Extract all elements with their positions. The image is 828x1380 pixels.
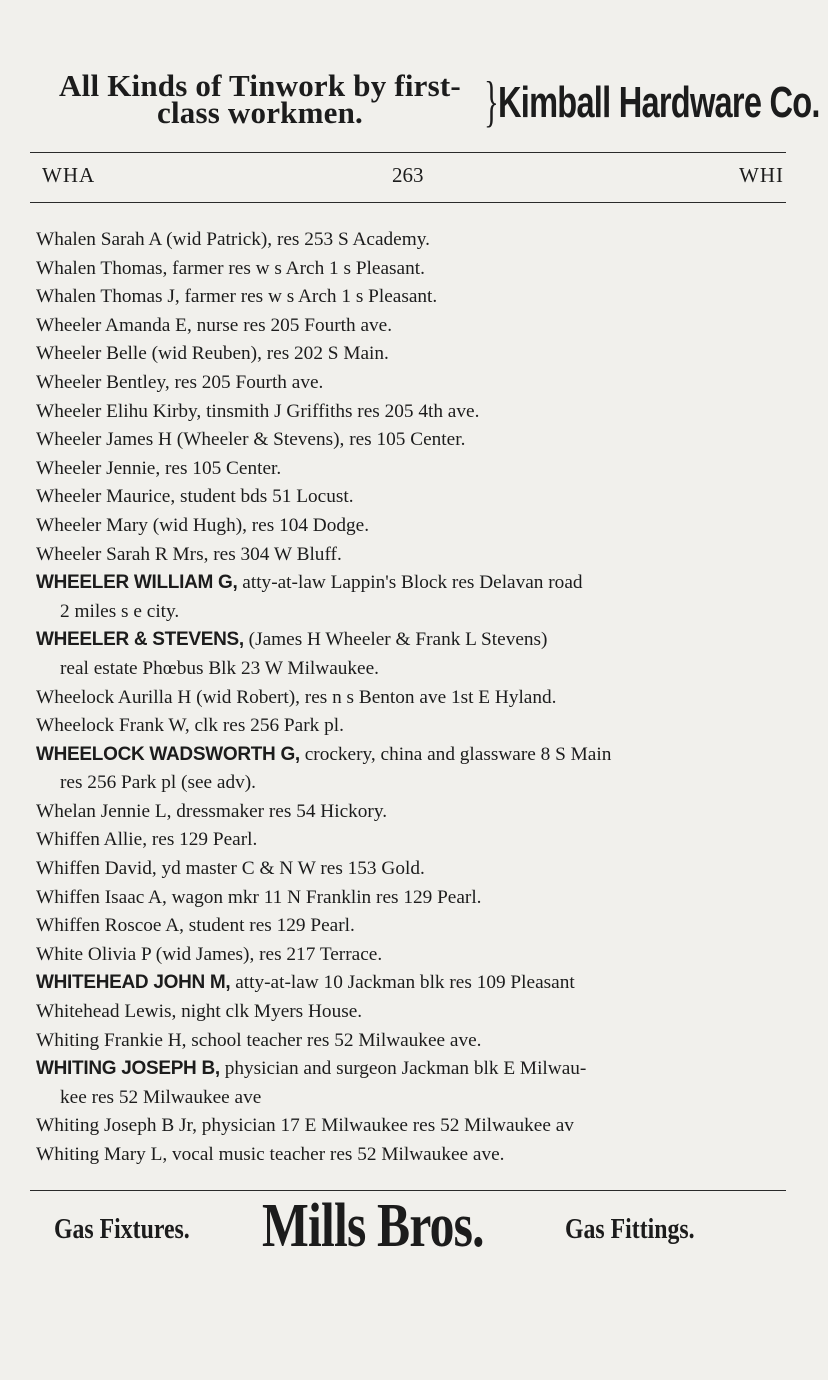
directory-entry bbox=[36, 426, 786, 455]
tinwork-ad-line1: All Kinds of Tinwork by first- bbox=[59, 68, 461, 103]
entry-text: Wheeler James H (Wheeler & Stevens), res 105 Center. bbox=[36, 429, 466, 451]
entry-text: Whelan Jennie L, dressmaker res 54 Hickory. bbox=[36, 800, 388, 822]
directory-entry bbox=[36, 283, 786, 312]
entry-text: Whiffen David, yd master C & N W res 153 Gold. bbox=[36, 858, 425, 880]
entry-bold-name: WHITING JOSEPH B, bbox=[36, 1058, 220, 1080]
directory-entry bbox=[36, 941, 786, 970]
directory-entries bbox=[36, 226, 786, 1170]
entry-text: Whalen Thomas, farmer res w s Arch 1 s Pleasant. bbox=[36, 257, 425, 279]
entry-text: atty-at-law Lappin's Block res Delavan road bbox=[237, 572, 583, 594]
directory-entry bbox=[36, 826, 786, 855]
brace-glyph: } bbox=[484, 71, 499, 133]
directory-entry bbox=[36, 884, 786, 913]
entry-text: Whiffen Allie, res 129 Pearl. bbox=[36, 829, 258, 851]
entry-text: Whitehead Lewis, night clk Myers House. bbox=[36, 1001, 363, 1023]
directory-entry bbox=[36, 798, 786, 827]
directory-entry bbox=[36, 1141, 786, 1170]
running-head-right: WHI bbox=[739, 163, 784, 187]
entry-bold-name: WHEELOCK WADSWORTH G, bbox=[36, 743, 300, 765]
directory-entry bbox=[36, 1112, 786, 1141]
entry-text: Whiffen Roscoe A, student res 129 Pearl. bbox=[36, 915, 355, 937]
entry-text: Wheeler Amanda E, nurse res 205 Fourth ave. bbox=[36, 314, 393, 336]
entry-continuation bbox=[36, 598, 786, 627]
entry-continuation-text: kee res 52 Milwaukee ave bbox=[60, 1086, 262, 1108]
entry-continuation-text: real estate Phœbus Blk 23 W Milwaukee. bbox=[60, 657, 379, 679]
entry-text: atty-at-law 10 Jackman blk res 109 Pleasant bbox=[230, 972, 575, 994]
entry-continuation-text: res 256 Park pl (see adv). bbox=[60, 772, 256, 794]
directory-entry bbox=[36, 998, 786, 1027]
entry-continuation bbox=[36, 769, 786, 798]
entry-text: Wheeler Belle (wid Reuben), res 202 S Main. bbox=[36, 343, 389, 365]
entry-text: physician and surgeon Jackman blk E Milwau- bbox=[219, 1058, 587, 1080]
entry-text: crockery, china and glassware 8 S Main bbox=[299, 743, 612, 765]
directory-entry bbox=[36, 398, 786, 427]
entry-text: Wheeler Jennie, res 105 Center. bbox=[36, 457, 282, 479]
gas-fixtures-text: Gas Fixtures. bbox=[54, 1214, 190, 1245]
entry-text: Whiting Mary L, vocal music teacher res 52 Milwaukee ave. bbox=[36, 1144, 505, 1165]
directory-entry bbox=[36, 1055, 786, 1084]
directory-entry bbox=[36, 255, 786, 284]
directory-entry bbox=[36, 569, 786, 598]
top-rule bbox=[30, 152, 786, 153]
page-number: 263 bbox=[392, 163, 424, 187]
header-rule bbox=[30, 202, 786, 203]
entry-text: Wheeler Mary (wid Hugh), res 104 Dodge. bbox=[36, 514, 370, 536]
entry-continuation bbox=[36, 655, 786, 684]
directory-entry bbox=[36, 312, 786, 341]
top-advertisement bbox=[40, 68, 820, 142]
directory-entry bbox=[36, 626, 786, 655]
entry-text: Whalen Thomas J, farmer res w s Arch 1 s Pleasant. bbox=[36, 286, 438, 308]
directory-entry bbox=[36, 1027, 786, 1056]
directory-entry bbox=[36, 455, 786, 484]
running-head bbox=[42, 163, 784, 193]
bottom-rule bbox=[30, 1190, 786, 1191]
directory-entry bbox=[36, 483, 786, 512]
entry-text: White Olivia P (wid James), res 217 Terrace. bbox=[36, 943, 383, 965]
tinwork-ad-line2: class workmen. bbox=[156, 95, 363, 130]
directory-entry bbox=[36, 226, 786, 255]
bottom-advertisement bbox=[30, 1192, 786, 1262]
entry-text: Wheelock Frank W, clk res 256 Park pl. bbox=[36, 715, 344, 737]
entry-text: Wheelock Aurilla H (wid Robert), res n s Benton ave 1st E Hyland. bbox=[36, 686, 557, 708]
entry-continuation bbox=[36, 1084, 786, 1113]
entry-continuation-text: 2 miles s e city. bbox=[60, 600, 180, 622]
directory-entry bbox=[36, 741, 786, 770]
mills-bros-name: Mills Bros. bbox=[262, 1192, 484, 1260]
directory-entry bbox=[36, 512, 786, 541]
directory-entry bbox=[36, 541, 786, 570]
entry-text: Wheeler Bentley, res 205 Fourth ave. bbox=[36, 371, 324, 393]
directory-entry bbox=[36, 912, 786, 941]
entry-text: Whiffen Isaac A, wagon mkr 11 N Franklin res 129 Pearl. bbox=[36, 886, 482, 908]
entry-text: Wheeler Sarah R Mrs, res 304 W Bluff. bbox=[36, 543, 342, 565]
entry-bold-name: WHITEHEAD JOHN M, bbox=[36, 972, 231, 994]
entry-text: Whiting Frankie H, school teacher res 52 Milwaukee ave. bbox=[36, 1029, 482, 1051]
directory-entry bbox=[36, 969, 786, 998]
directory-entry bbox=[36, 340, 786, 369]
kimball-hardware-name: Kimball Hardware Co. bbox=[498, 78, 820, 127]
running-head-left: WHA bbox=[42, 163, 96, 187]
gas-fittings-text: Gas Fittings. bbox=[565, 1214, 695, 1245]
entry-bold-name: WHEELER & STEVENS, bbox=[36, 629, 244, 651]
directory-entry bbox=[36, 684, 786, 713]
entry-text: Wheeler Maurice, student bds 51 Locust. bbox=[36, 486, 354, 508]
entry-text: Whiting Joseph B Jr, physician 17 E Milwaukee res 52 Milwaukee av bbox=[36, 1115, 574, 1137]
directory-entry bbox=[36, 855, 786, 884]
entry-bold-name: WHEELER WILLIAM G, bbox=[36, 572, 238, 594]
tinwork-ad-text bbox=[40, 68, 480, 130]
entry-text: Whalen Sarah A (wid Patrick), res 253 S Academy. bbox=[36, 229, 430, 250]
entry-text: (James H Wheeler & Frank L Stevens) bbox=[243, 629, 548, 651]
entry-text: Wheeler Elihu Kirby, tinsmith J Griffiths res 205 4th ave. bbox=[36, 400, 480, 422]
directory-entry bbox=[36, 369, 786, 398]
directory-entry bbox=[36, 712, 786, 741]
